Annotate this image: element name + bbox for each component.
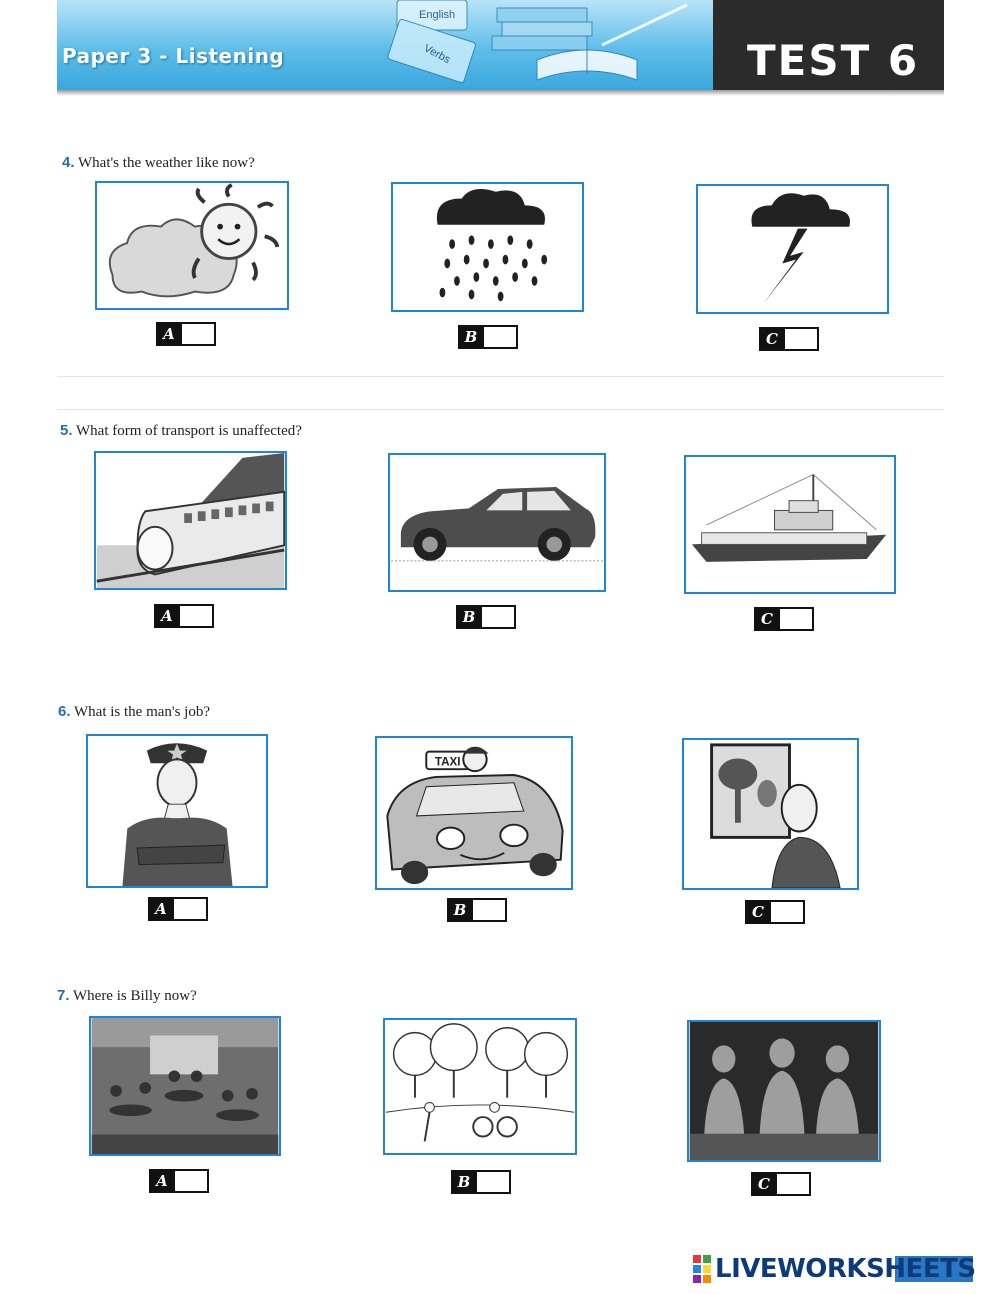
park-icon[interactable] [383, 1018, 577, 1155]
question-number: 5. [60, 422, 73, 439]
question-number: 6. [58, 703, 71, 720]
logo-text [715, 1254, 976, 1284]
paper-title: Paper 3 - Listening [62, 44, 285, 68]
train-icon[interactable] [94, 451, 287, 590]
question-number: 7. [57, 987, 70, 1004]
option-letter: C [745, 900, 771, 924]
option-letter: A [156, 322, 182, 346]
art-painting-man-icon[interactable] [682, 738, 859, 890]
answer-box[interactable] [174, 897, 208, 921]
answer-6c [745, 900, 805, 924]
taxi-sign: TAXI [434, 755, 461, 769]
option-letter: C [759, 327, 785, 351]
test-title: TEST 6 [747, 36, 920, 85]
option-letter: A [148, 897, 174, 921]
answer-5b [456, 605, 516, 629]
answer-box[interactable] [771, 900, 805, 924]
answer-7b [451, 1170, 511, 1194]
car-icon[interactable] [388, 453, 606, 592]
question-text: What's the weather like now? [78, 155, 255, 171]
restaurant-icon[interactable] [89, 1016, 281, 1156]
taxi-driver-icon[interactable] [375, 736, 573, 890]
option-letter: B [458, 325, 484, 349]
logo-label: LIVEWORKSHEETS [715, 1254, 976, 1284]
answer-7a [149, 1169, 209, 1193]
question-text: What form of transport is unaffected? [76, 423, 302, 439]
answer-4c [759, 327, 819, 351]
logo-squares-icon [693, 1255, 711, 1283]
answer-box[interactable] [785, 327, 819, 351]
option-letter: B [451, 1170, 477, 1194]
question-number: 4. [62, 154, 75, 171]
option-letter: B [447, 898, 473, 922]
answer-6a [148, 897, 208, 921]
answer-4b [458, 325, 518, 349]
ship-icon[interactable] [684, 455, 896, 594]
answer-box[interactable] [780, 607, 814, 631]
option-letter: A [154, 604, 180, 628]
header-banner [57, 0, 944, 96]
liveworksheets-logo [693, 1254, 976, 1284]
question-6 [58, 703, 210, 721]
option-letter: A [149, 1169, 175, 1193]
answer-box[interactable] [180, 604, 214, 628]
section-divider [57, 409, 944, 410]
answer-7c [751, 1172, 811, 1196]
question-text: What is the man's job? [74, 704, 211, 720]
question-text: Where is Billy now? [73, 988, 197, 1004]
answer-box[interactable] [477, 1170, 511, 1194]
option-letter: C [754, 607, 780, 631]
answer-box[interactable] [484, 325, 518, 349]
answer-box[interactable] [473, 898, 507, 922]
answer-box[interactable] [182, 322, 216, 346]
answer-box[interactable] [777, 1172, 811, 1196]
answer-4a [156, 322, 216, 346]
police-officer-icon[interactable] [86, 734, 268, 888]
books-illustration-icon [387, 0, 707, 92]
sun-and-cloud-icon[interactable] [95, 181, 289, 310]
question-4 [62, 154, 255, 172]
option-letter: B [456, 605, 482, 629]
answer-5a [154, 604, 214, 628]
option-letter: C [751, 1172, 777, 1196]
answer-box[interactable] [175, 1169, 209, 1193]
book-label-english: English [419, 9, 456, 21]
section-divider [57, 376, 944, 377]
rain-cloud-icon[interactable] [391, 182, 584, 312]
answer-6b [447, 898, 507, 922]
question-5 [60, 422, 302, 440]
answer-box[interactable] [482, 605, 516, 629]
question-7 [57, 987, 197, 1005]
book-label-verbs: Verbs [421, 42, 453, 67]
cinema-audience-icon[interactable] [687, 1020, 881, 1162]
answer-5c [754, 607, 814, 631]
storm-cloud-lightning-icon[interactable] [696, 184, 889, 314]
